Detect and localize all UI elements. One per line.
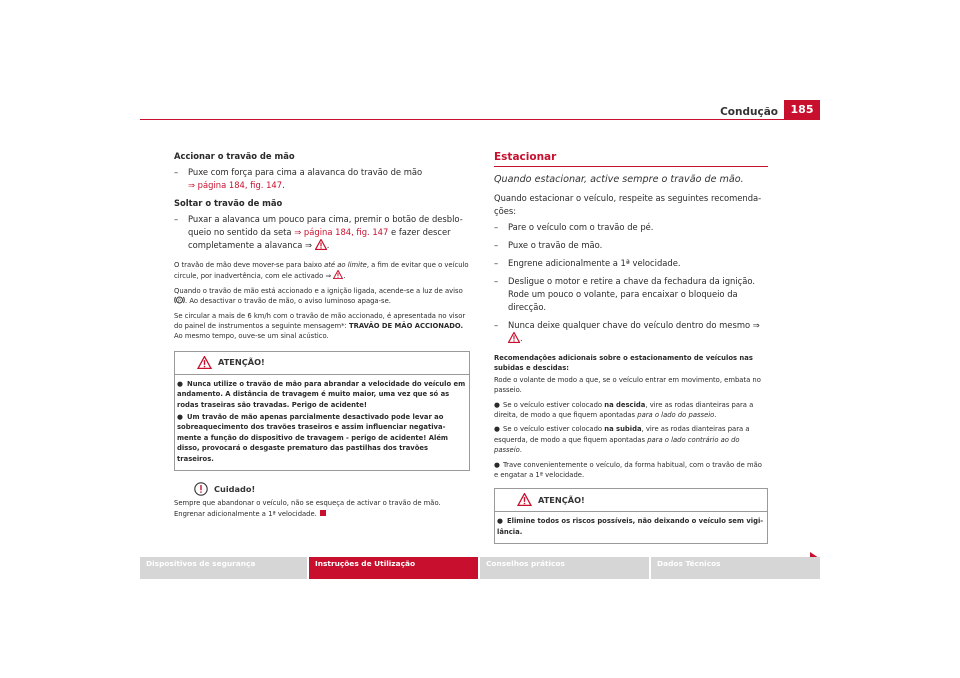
warning-title: ATENÇÃO! (538, 494, 585, 505)
note-2-b: . Ao desactivar o travão de mão, o aviso luminoso apaga-se. (185, 297, 391, 306)
warning-item-text: Um travão de mão apenas parcialmente desactivado pode levar ao sobreaquecimento dos travões traseiros e assim influenciar negativa-mente a função do dispositivo de travagem - perigo de acidente! Além disso, provocará o desgaste prematuro das pastilhas dos travões traseiros. (177, 413, 449, 463)
recommendations-heading: Recomendações adicionais sobre o estacionamento de veículos nas subidas e descidas: (494, 354, 753, 373)
header-rule (140, 119, 820, 120)
recommendations-intro: Rode o volante de modo a que, se o veículo entrar em movimento, embata no passeio. (494, 375, 761, 395)
svg-text:P: P (178, 299, 181, 305)
footer-tab-technical-data[interactable]: Dados Técnicos (651, 557, 820, 579)
intro-text: Quando estacionar o veículo, respeite as seguintes recomenda-ções: (494, 193, 762, 216)
warning-title: ATENÇÃO! (218, 357, 265, 368)
warning-triangle-icon (197, 356, 212, 369)
section-rule (494, 166, 768, 167)
list-item-text: Pare o veículo com o travão de pé. (508, 222, 654, 232)
warning-item-text: Nunca utilize o travão de mão para abrandar a velocidade do veículo em andamento. A distância de travagem é muito maior, uma vez que só as rodas traseiras são travadas. Perigo de acidente! (177, 379, 466, 409)
warning-triangle-icon[interactable] (315, 239, 327, 250)
page-header-title: Condução (720, 106, 778, 118)
release-step: – Puxar a alavanca um pouco para cima, premir o botão de desblo-queio no sentido da seta ⇒ página 184, fig. 147 e fazer descer completamente a alavanca ⇒ . (174, 214, 463, 250)
footer-tab-practical-tips[interactable]: Conselhos práticos (480, 557, 649, 579)
recommendation-item: ● Se o veículo estiver colocado na subida, vire as rodas dianteiras para a esquerda, de modo a que fiquem apontadas para o lado contrário ao do passeio. (494, 425, 750, 455)
caution-title: Cuidado! (214, 484, 256, 495)
note-1: O travão de mão deve mover-se para baixo até ao limite, a fim de evitar que o veículo circule, por inadvertência, com ele activado ⇒ . (174, 261, 469, 281)
warning-item: ● Nunca utilize o travão de mão para abrandar a velocidade do veículo em andamento. A distância de travagem é muito maior, uma vez que só as rodas traseiras são travadas. Perigo de acidente! (177, 379, 466, 409)
note-3-b: Ao mesmo tempo, ouve-se um sinal acústico. (174, 332, 329, 341)
note-1-italic: até ao limite (324, 261, 367, 269)
caution-text (174, 498, 470, 519)
release-step-ref-link[interactable]: ⇒ página 184, fig. 147 (294, 227, 389, 237)
rec-2-a: Se o veículo estiver colocado (503, 425, 603, 434)
page-number: 185 (784, 100, 820, 120)
apply-step-text: Puxe com força para cima a alavanca do travão de mão (188, 167, 423, 177)
caution-text-body: Sempre que abandonar o veículo, não se esqueça de activar o travão de mão. Engrenar adicionalmente a 1ª velocidade. (174, 499, 441, 518)
list-item-text: Nunca deixe qualquer chave do veículo dentro do mesmo ⇒ (508, 320, 760, 330)
rec-1-italic: para o lado do passeio (637, 411, 715, 420)
release-step-end: e fazer descer completamente a alavanca ⇒ (188, 227, 451, 250)
list-item: – Pare o veículo com o travão de pé. (494, 222, 654, 232)
brake-warning-lamp-icon (174, 296, 185, 304)
list-item: – Engrene adicionalmente a 1ª velocidade. (494, 258, 681, 268)
note-2 (174, 286, 470, 307)
rec-1-a: Se o veículo estiver colocado (503, 400, 603, 409)
note-2-a: Quando o travão de mão está accionado e a ignição ligada, acende-se a luz de aviso (174, 286, 463, 295)
rec-2-italic: para o lado contrário ao do passeio (494, 435, 740, 455)
release-step-text: Puxar a alavanca um pouco para cima, premir o botão de desblo-queio no sentido da seta (188, 214, 463, 237)
warning-item: ● Um travão de mão apenas parcialmente desactivado pode levar ao sobreaquecimento dos travões traseiros e assim influenciar negativa-mente a função do dispositivo de travagem - perigo de acidente! Além disso, provocará o desgaste prematuro das pastilhas dos travões traseiros. (177, 413, 449, 463)
note-1-a: O travão de mão deve mover-se para baixo (174, 261, 322, 269)
exclamation-circle-icon (194, 482, 208, 496)
warning-box (174, 351, 470, 471)
warning-triangle-icon[interactable] (333, 270, 343, 279)
list-item-text: Desligue o motor e retire a chave da fechadura da ignição. Rode um pouco o volante, para encaixar o bloqueio da direcção. (508, 276, 756, 312)
warning-box (494, 488, 768, 544)
apply-heading: Accionar o travão de mão (174, 151, 295, 161)
rec-1-b: , vire as rodas dianteiras para a direita, de modo a que fiquem apontadas (494, 400, 754, 420)
note-1-b: , a fim de evitar que o veículo circule, por inadvertência, com ele activado ⇒ (174, 261, 469, 281)
list-item-text: Puxe o travão de mão. (508, 240, 603, 250)
footer-tab-instructions[interactable]: Instruções de Utilização (309, 557, 478, 579)
note-3 (174, 311, 470, 342)
rec-3-text: Trave convenientemente o veículo, da forma habitual, com o travão de mão e engatar a 1ª velocidade. (494, 460, 762, 480)
note-3-bold: TRAVÃO DE MÃO ACCIONADO. (349, 322, 464, 331)
list-item: – Puxe o travão de mão. (494, 240, 603, 250)
warning-item: ● Elimine todos os riscos possíveis, não deixando o veículo sem vigi-lância. (497, 517, 764, 536)
list-item-text: Engrene adicionalmente a 1ª velocidade. (508, 258, 681, 268)
list-item: – Desligue o motor e retire a chave da fechadura da ignição. Rode um pouco o volante, para encaixar o bloqueio da direcção. (494, 276, 756, 312)
footer-tab-safety[interactable]: Dispositivos de segurança (140, 557, 307, 579)
warning-triangle-icon[interactable] (508, 332, 520, 343)
left-column (174, 150, 470, 519)
rec-1-bold: na descida (604, 400, 646, 409)
release-heading: Soltar o travão de mão (174, 198, 283, 208)
rec-2-b: , vire as rodas dianteiras para a esquerda, de modo a que fiquem apontadas (494, 425, 750, 444)
recommendation-item: ● Se o veículo estiver colocado na descida, vire as rodas dianteiras para a direita, de modo a que fiquem apontadas para o lado do passeio. (494, 400, 754, 420)
apply-step-ref-link[interactable]: ⇒ página 184, fig. 147 (188, 180, 283, 190)
caution-header (174, 482, 470, 496)
note-3-a: Se circular a mais de 6 km/h com o travão de mão accionado, é apresentada no visor do painel de instrumentos a seguinte mensagem*: (174, 311, 466, 331)
recommendation-item: ● Trave convenientemente o veículo, da forma habitual, com o travão de mão e engatar a 1ª velocidade. (494, 460, 762, 480)
warning-item-text: Elimine todos os riscos possíveis, não deixando o veículo sem vigi-lância. (497, 517, 764, 536)
warning-triangle-icon (517, 493, 532, 506)
section-subtitle: Quando estacionar, active sempre o travão de mão. (494, 174, 744, 185)
end-of-section-icon (320, 510, 326, 516)
warning-header (175, 352, 469, 375)
right-column (494, 150, 768, 544)
list-item: – Nunca deixe qualquer chave do veículo dentro do mesmo ⇒ . (494, 320, 760, 343)
rec-2-bold: na subida (604, 425, 642, 434)
section-title: Estacionar (494, 151, 557, 163)
warning-header (495, 489, 767, 512)
apply-step: – Puxe com força para cima a alavanca do travão de mão ⇒ página 184, fig. 147. (174, 167, 423, 190)
